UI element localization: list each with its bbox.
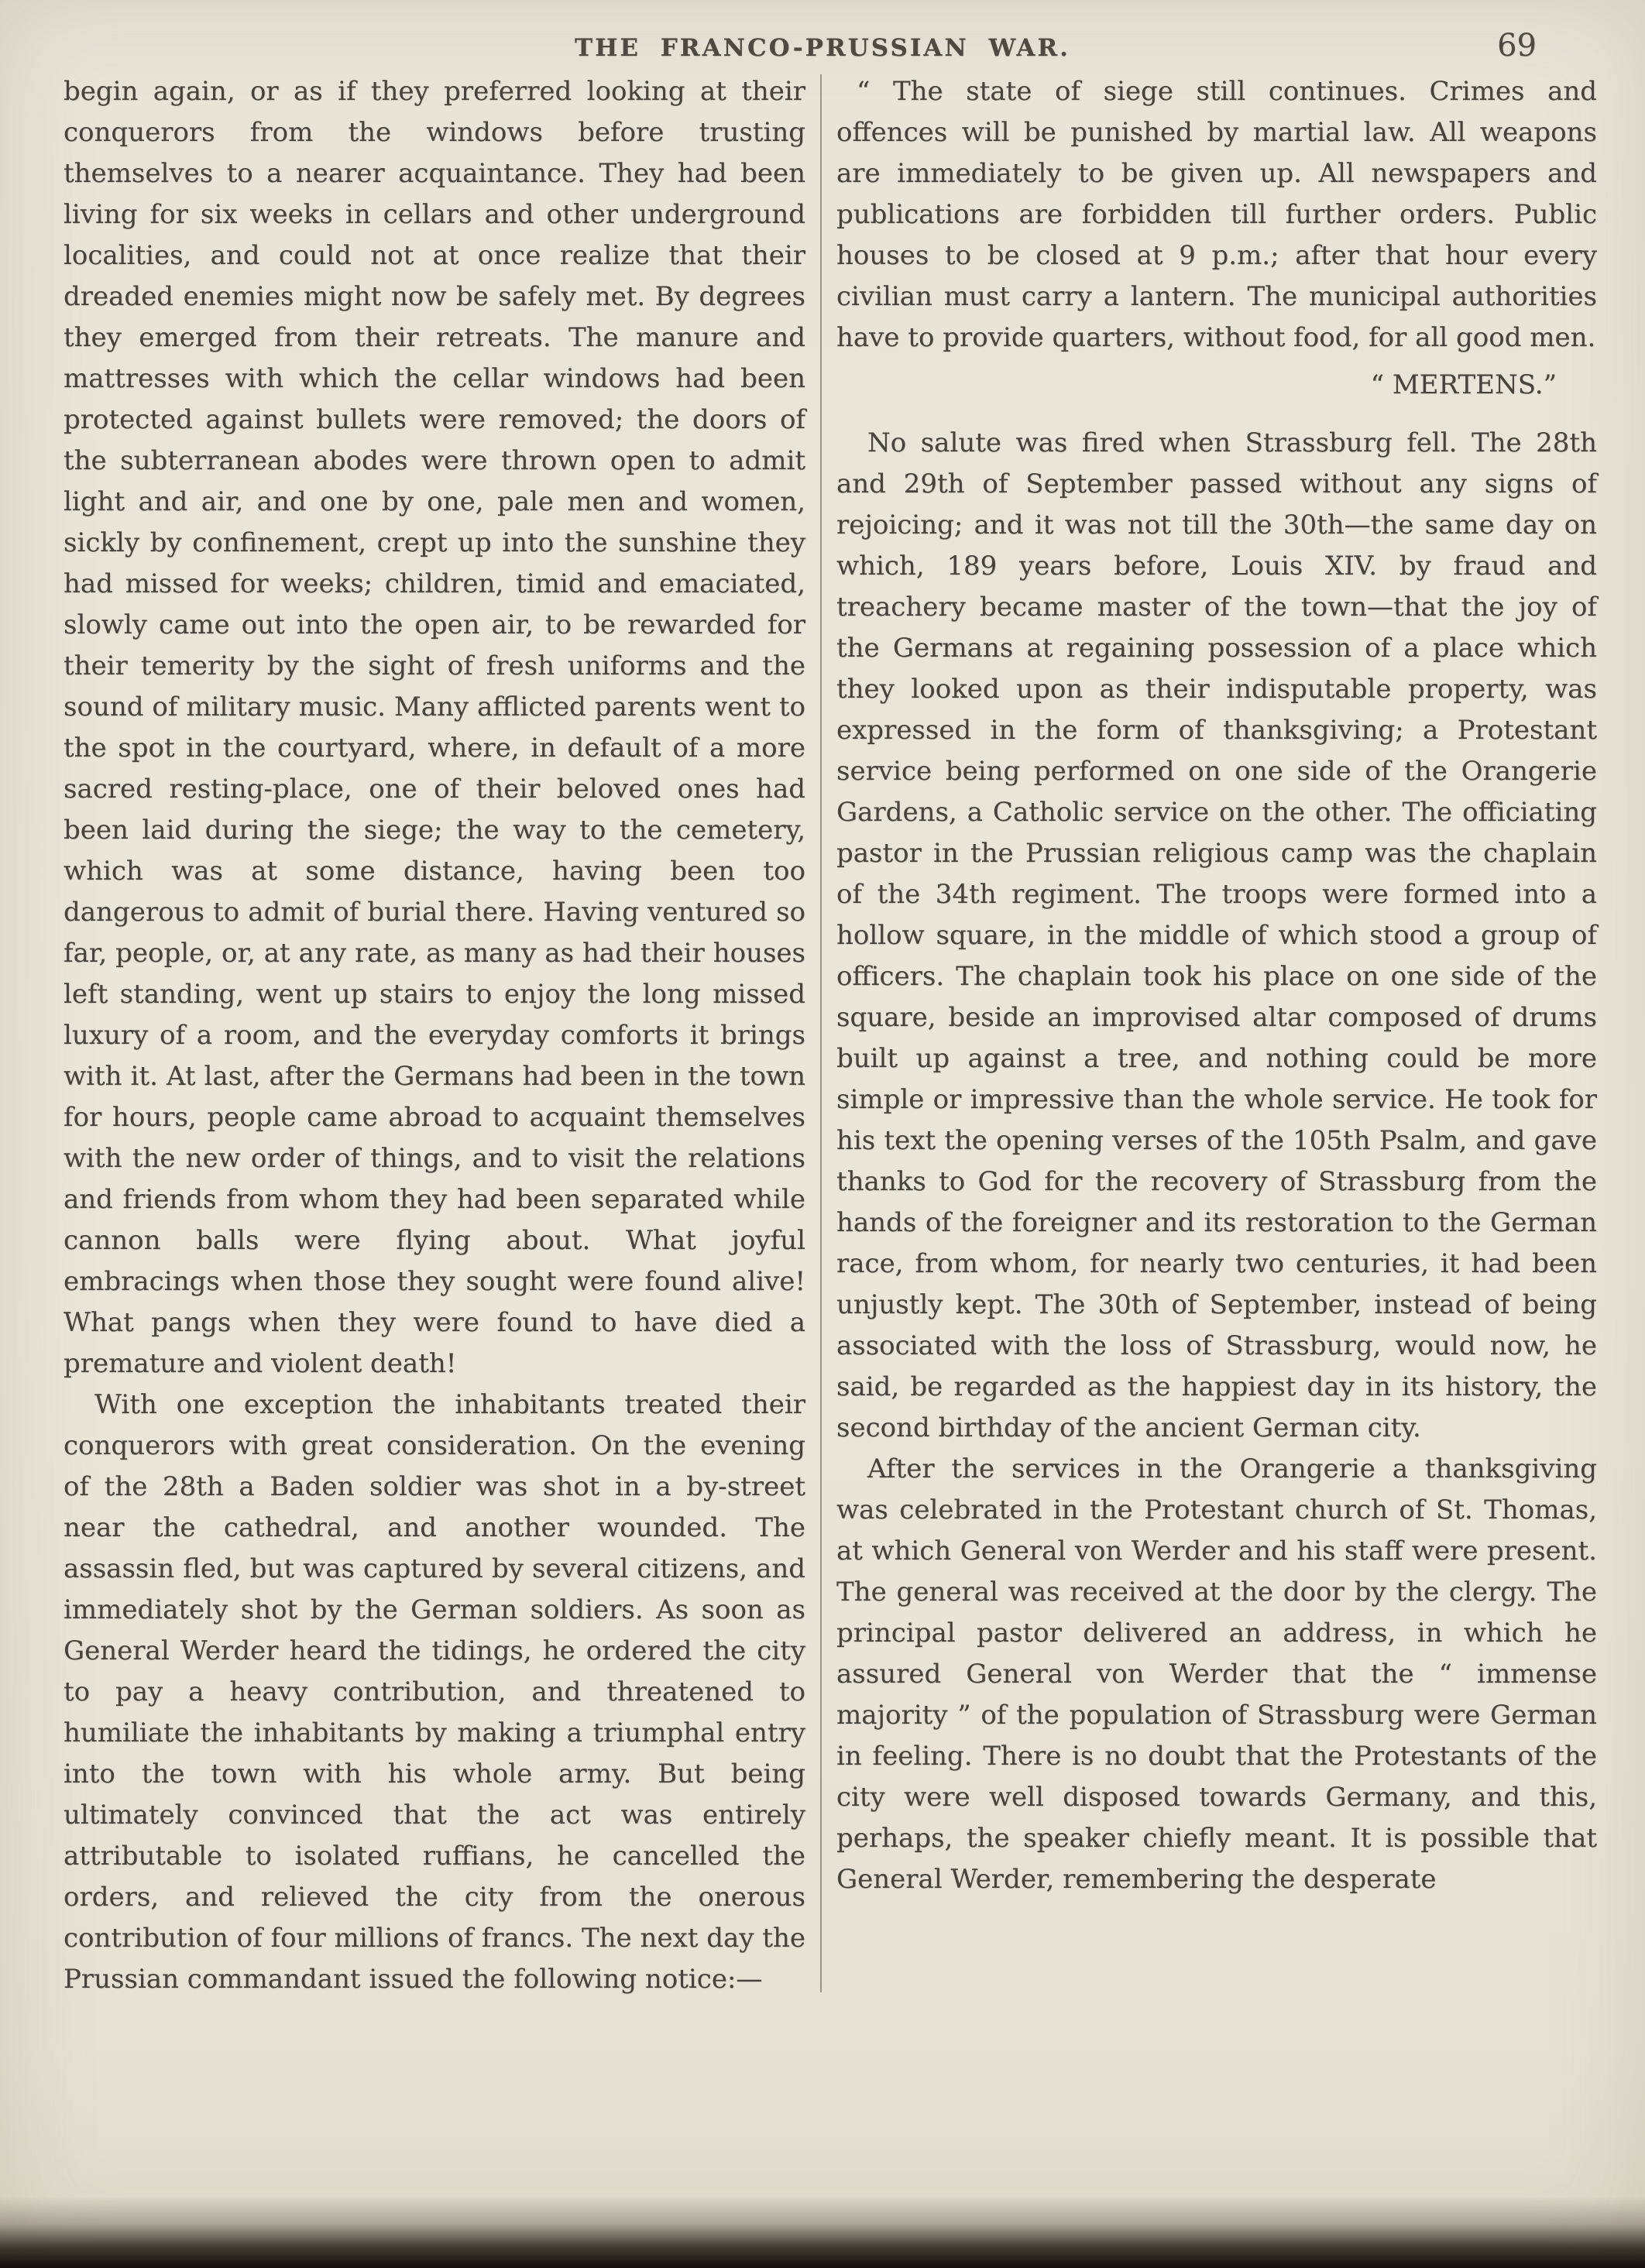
column-divider	[820, 74, 822, 1992]
paragraph: With one exception the inhabitants treated their conquerors with great consideration. On the evening of the 28th a Baden soldier was shot in a by-street near the cathedral, and another wounded. The assassin fled, but was captured by several citizens, and immediately shot by the German soldiers. As soon as General Werder heard the tidings, he ordered the city to pay a heavy contribution, and threatened to humiliate the inhabitants by making a triumphal entry into the town with his whole army. But being ultimately convinced that the act was entirely attributable to isolated ruffians, he cancelled the orders, and relieved the city from the onerous contribution of four millions of francs. The next day the Prussian commandant issued the following notice:—	[64, 1389, 805, 1995]
paragraph: No salute was fired when Strassburg fell. The 28th and 29th of September passed without any signs of rejoicing; and it was not till the 30th—the same day on which, 189 years before, Louis XIV. by fraud and treachery became master of the town—that the joy of the Germans at regaining possession of a place which they looked upon as their indisputable property, was expressed in the form of thanksgiving; a Protestant service being performed on one side of the Orangerie Gardens, a Catholic service on the other. The officiating pastor in the Prussian religious camp was the chaplain of the 34th regiment. The troops were formed into a hollow square, in the middle of which stood a group of officers. The chaplain took his place on one side of the square, beside an improvised altar composed of drums built up against a tree, and nothing could be more simple or impressive than the whole service. He took for his text the opening verses of the 105th Psalm, and gave thanks to God for the recovery of Strassburg from the hands of the foreigner and its restoration to the German race, from whom, for nearly two centuries, it had been unjustly kept. The 30th of September, instead of being associated with the loss of Strassburg, would now, he said, be regarded as the happiest day in its history, the second birthday of the ancient German city.	[836, 427, 1597, 1443]
page-number: 69	[1497, 28, 1537, 63]
text-columns	[64, 71, 1597, 2000]
paragraph-continuation: begin again, or as if they preferred looking at their conquerors from the windows before trusting themselves to a nearer acquaintance. They had been living for six weeks in cellars and other underground localities, and could not at once realize that their dreaded enemies might now be safely met. By degrees they emerged from their retreats. The manure and mattresses with which the cellar windows had been protected against bullets were removed; the doors of the subterranean abodes were thrown open to admit light and air, and one by one, pale men and women, sickly by confinement, crept up into the sunshine they had missed for weeks; children, timid and emaciated, slowly came out into the open air, to be rewarded for their temerity by the sight of fresh uniforms and the sound of military music. Many afflicted parents went to the spot in the courtyard, where, in default of a more sacred resting-place, one of their beloved ones had been laid during the siege; the way to the cemetery, which was at some distance, having been too dangerous to admit of burial there. Having ventured so far, people, or, at any rate, as many as had their houses left standing, went up stairs to enjoy the long missed luxury of a room, and the everyday comforts it brings with it. At last, after the Germans had been in the town for hours, people came abroad to acquaint themselves with the new order of things, and to visit the relations and friends from whom they had been separated while cannon balls were flying about. What joyful embracings when those they sought were found alive! What pangs when they were found to have died a premature and violent death!	[64, 76, 805, 1379]
left-column	[64, 71, 805, 2000]
notice-quote: “ The state of siege still continues. Crimes and offences will be punished by martial law. All weapons are immediately to be given up. All newspapers and publications are forbidden till further orders. Public houses to be closed at 9 p.m.; after that hour every civilian must carry a lantern. The municipal authorities have to provide quarters, without food, for all good men.	[836, 76, 1597, 353]
paragraph: After the services in the Orangerie a thanksgiving was celebrated in the Protestant church of St. Thomas, at which General von Werder and his staff were present. The general was received at the door by the clergy. The principal pastor delivered an address, in which he assured General von Werder that the “ immense majority ” of the population of Strassburg were German in feeling. There is no doubt that the Protestants of the city were well disposed towards Germany, and this, perhaps, the speaker chiefly meant. It is possible that General Werder, remembering the desperate	[836, 1453, 1597, 1895]
page-header	[0, 28, 1645, 73]
right-column	[836, 71, 1597, 2000]
scan-edge-shadow	[0, 2197, 1645, 2268]
notice-signature: “ MERTENS.”	[1370, 369, 1557, 400]
running-title: THE FRANCO-PRUSSIAN WAR.	[575, 34, 1070, 62]
